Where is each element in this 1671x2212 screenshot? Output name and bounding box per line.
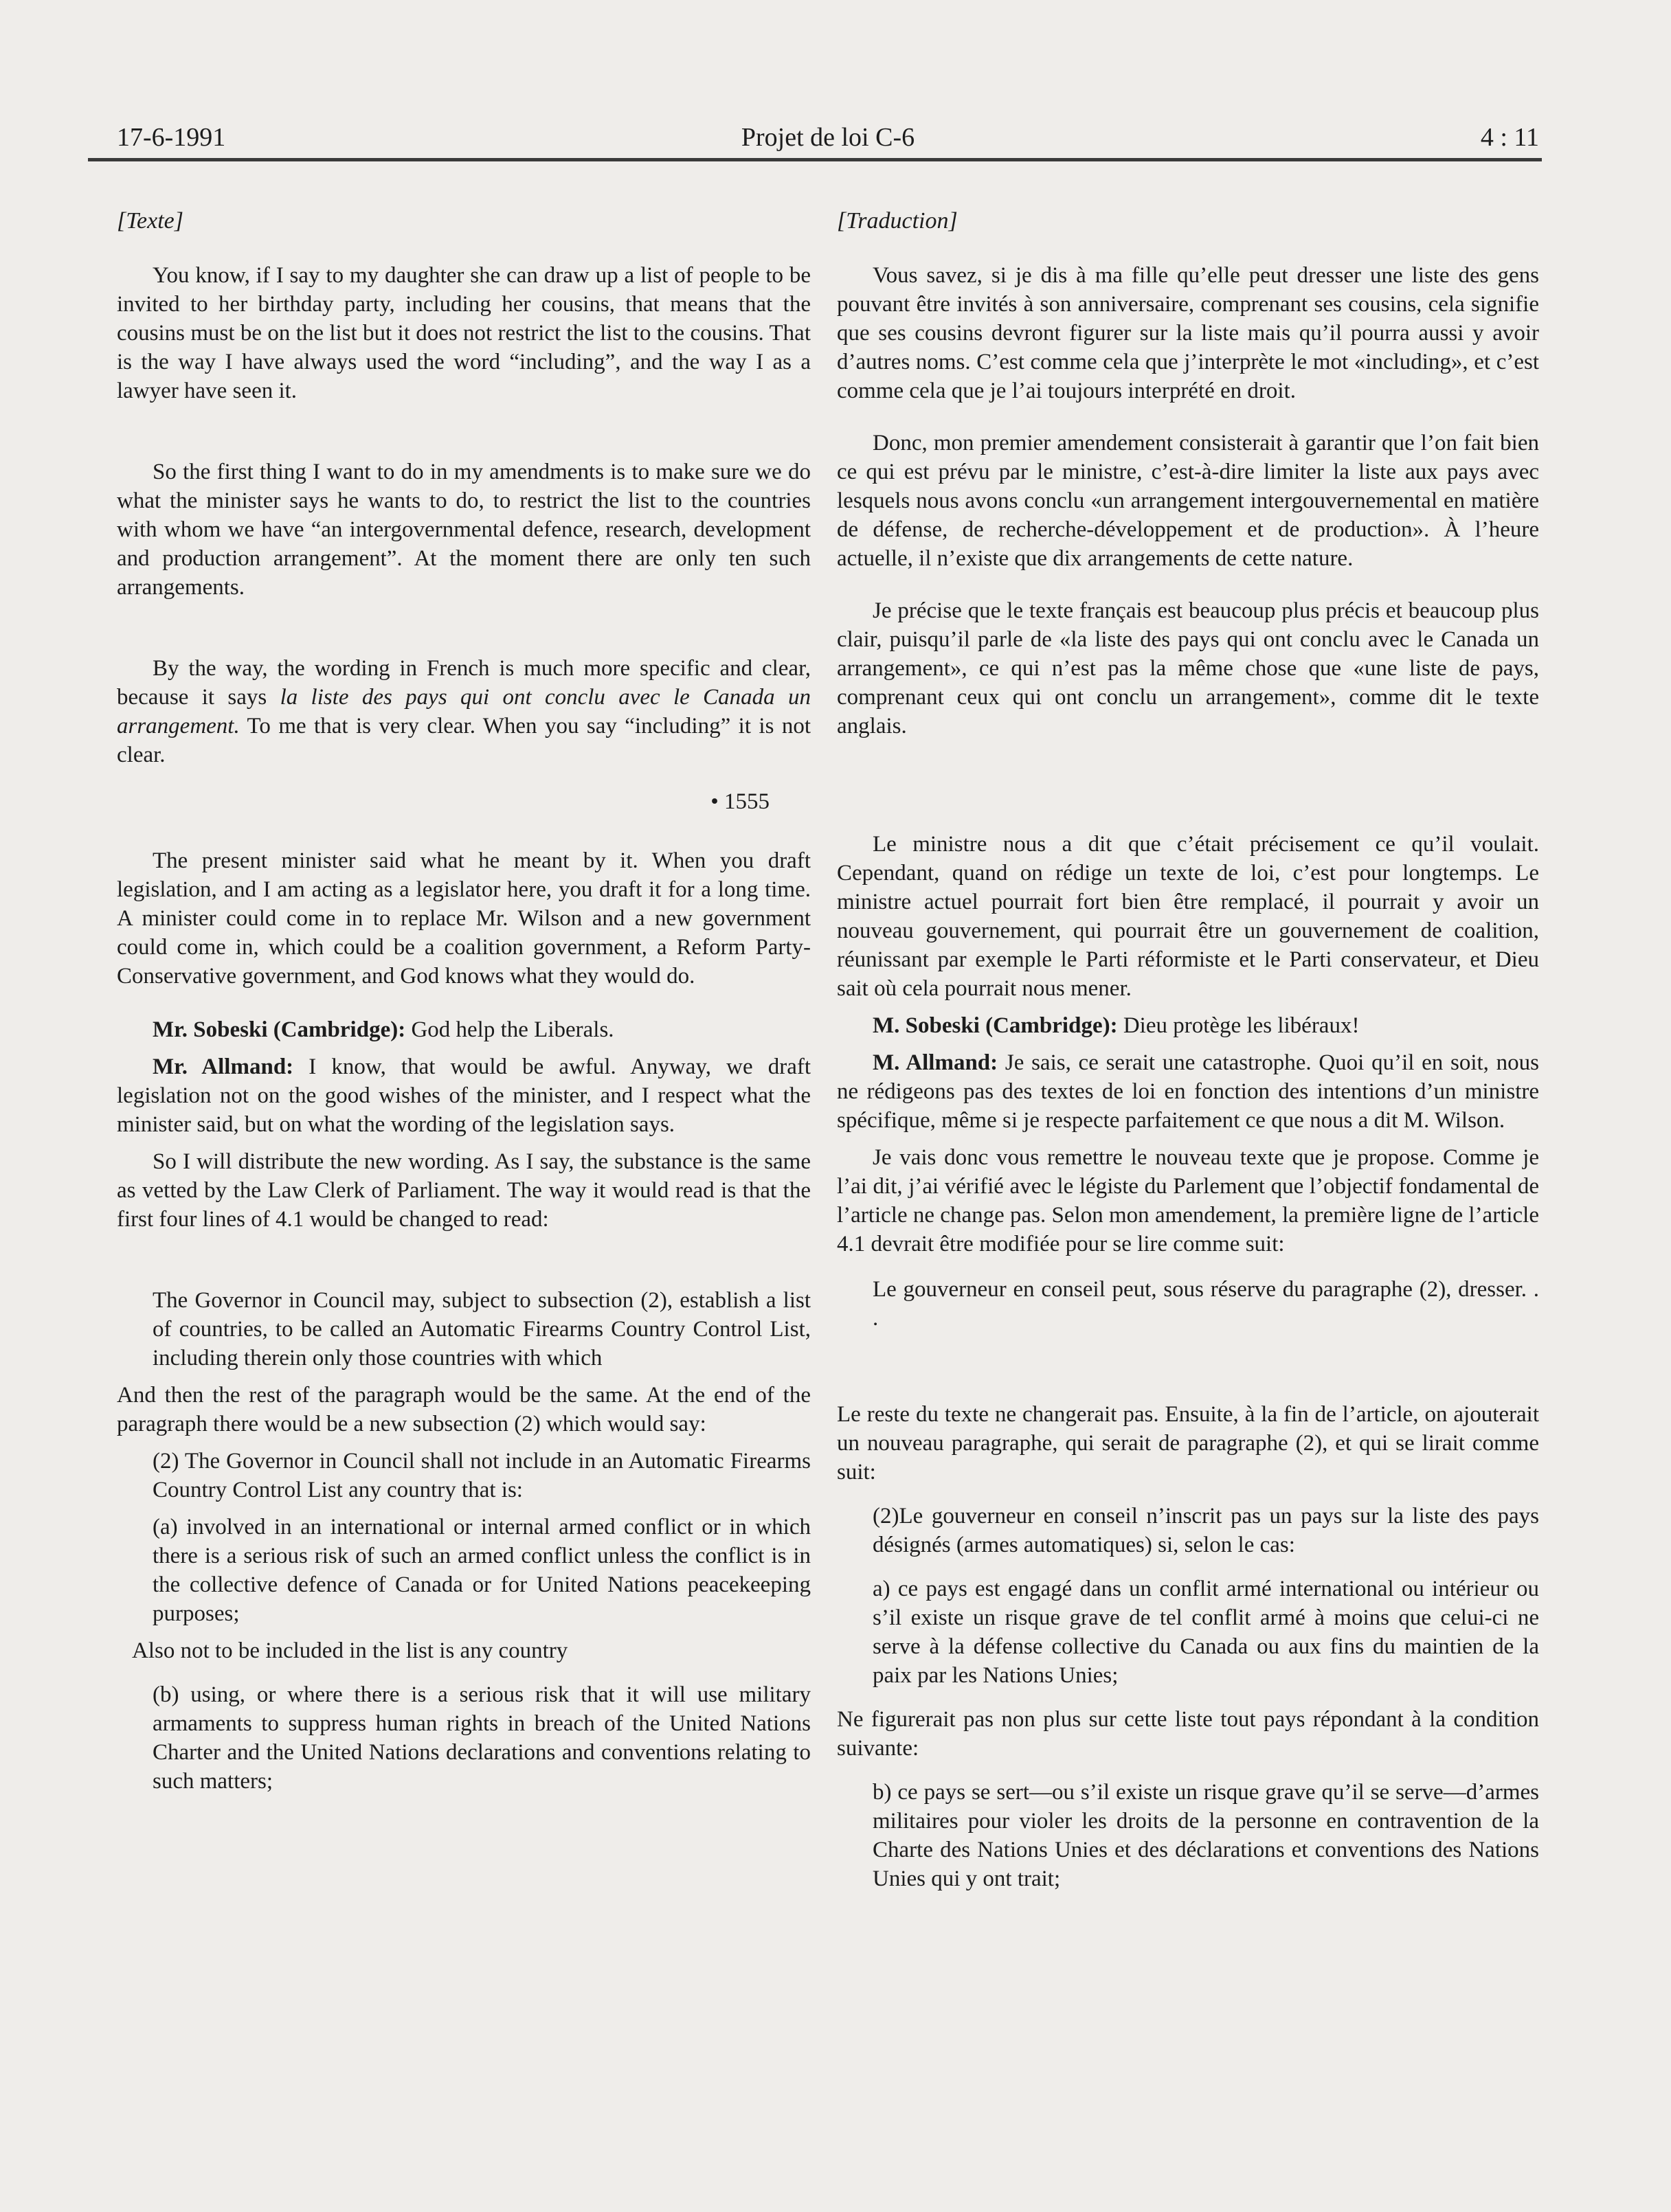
speech-text: Je sais, ce serait une catastrophe. Quoi qu’il en soit, nous ne rédigeons pas des textes de loi en fonction des intentions d’un ministre spécifique, même si je respecte parfaitement ce que nous a dit M. Wilson. (837, 1050, 1539, 1133)
speaker-name: M. Sobeski (Cambridge): (873, 1013, 1118, 1038)
french-paragraph: Le ministre nous a dit que c’était précisement ce qu’il voulait. Cependant, quand on rédige un texte de loi, c’est pour longtemps. Le ministre actuel pourrait fort bien être remplacé, il pourrait y avoir un nouveau gouvernement, qui pourrait être un gouvernement de coalition, réunissant par exemple le Parti réformiste et le Parti conservateur, et Dieu sait où cela pourrait nous mener. (837, 832, 1539, 1001)
label-text: Texte (126, 208, 175, 234)
french-column-label (837, 206, 1539, 236)
french-amendment-item: b) ce pays se sert—ou s’il existe un risque grave qu’il se serve—d’armes militaires pour violer les droits de la personne en contravention de la Charte des Nations Unies et des déclarations et conventions des Nations Unies qui y ont trait; (873, 1780, 1539, 1891)
label-bracket-open: [ (117, 208, 126, 234)
french-speech (837, 1011, 1539, 1040)
french-paragraph: Donc, mon premier amendement consisterait à garantir que l’on fait bien ce qui est prévu par le ministre, c’est-à-dire limiter la liste aux pays avec lesquels nous avons conclu «un arrangement intergouvernemental en matière de défense, de recherche-développement et de production». À l’heure actuelle, il n’existe que dix arrangements de cette nature. (837, 431, 1539, 571)
speech-text: I know, that would be awful. Anyway, we draft legislation not on the good wishes of the minister, and I respect what the minister said, but on what the wording of the legislation says. (117, 1054, 811, 1137)
french-paragraph: Le reste du texte ne changerait pas. Ensuite, à la fin de l’article, on ajouterait un nouveau paragraphe, qui serait de paragraphe (2), et qui se lirait comme suit: (837, 1402, 1539, 1485)
english-amendment-item: (b) using, or where there is a serious risk that it will use military armaments to suppress human rights in breach of the United Nations Charter and the United Nations declarations and conventions relating to such matters; (153, 1682, 811, 1794)
header-page-number: 4 : 11 (1480, 123, 1539, 152)
header-date: 17-6-1991 (117, 123, 226, 152)
english-paragraph (117, 654, 811, 769)
label-bracket-close: ] (174, 208, 183, 234)
french-speech (837, 1048, 1539, 1135)
english-speech (117, 1015, 811, 1044)
english-paragraph: So the first thing I want to do in my amendments is to make sure we do what the minister says he wants to do, to restrict the list to the countries with whom we have “an intergovernmental defence, research, development and production arrangement”. At the moment there are only ten such arrangements. (117, 460, 811, 600)
french-column (837, 206, 1539, 1893)
page-header (117, 122, 1539, 153)
label-text: Traduction (846, 208, 949, 234)
english-paragraph: And then the rest of the paragraph would be the same. At the end of the paragraph there would be a new subsection (2) which would say: (117, 1383, 811, 1436)
english-text-run: To me that is very clear. When you say “including” it is not clear. (117, 714, 811, 767)
french-amendment-item: a) ce pays est engagé dans un conflit armé international ou intérieur ou s’il existe un risque grave de tel conflit armé à moins que celui-ci ne serve à la défense collective du Canada ou aux fins du maintien de la paix par les Nations Unies; (873, 1577, 1539, 1688)
english-column (117, 206, 811, 1796)
french-amendment-text: (2)Le gouverneur en conseil n’inscrit pas un pays sur la liste des pays désignés (armes automatiques) si, selon le cas: (873, 1504, 1539, 1557)
english-amendment-item: (a) involved in an international or internal armed conflict or in which there is a serious risk of such an armed conflict unless the conflict is in the collective defence of Canada or for United Nations peacekeeping purposes; (153, 1515, 811, 1626)
english-paragraph: So I will distribute the new wording. As I say, the substance is the same as vetted by the Law Clerk of Parliament. The way it would read is that the first four lines of 4.1 would be changed to read: (117, 1149, 811, 1232)
label-bracket-close: ] (948, 208, 958, 234)
french-paragraph: Je précise que le texte français est beaucoup plus précis et beaucoup plus clair, puisqu’il parle de «la liste des pays qui ont conclu avec le Canada un arrangement», ce qui n’est pas la même chose que «une liste de pays, comprenant ceux qui ont conclu un arrangement», comme dit le texte anglais. (837, 598, 1539, 738)
english-amendment-text: The Governor in Council may, subject to subsection (2), establish a list of countries, to be called an Automatic Firearms Country Control List, including therein only those countries with which (153, 1288, 811, 1370)
speaker-name: M. Allmand: (873, 1050, 998, 1075)
speech-text: Dieu protège les libéraux! (1117, 1013, 1360, 1038)
time-marker: • 1555 (710, 789, 770, 814)
french-paragraph: Vous savez, si je dis à ma fille qu’elle peut dresser une liste des gens pouvant être invités à son anniversaire, comprenant ses cousins, cela signifie que ses cousins devront figurer sur la liste mais qu’il pourra aussi y avoir d’autres noms. C’est comme cela que j’interprète le mot «including», et c’est comme cela que je l’ai toujours interprété en droit. (837, 263, 1539, 403)
french-paragraph: Ne figurerait pas non plus sur cette liste tout pays répondant à la condition suivante: (837, 1707, 1539, 1761)
header-title: Projet de loi C-6 (741, 123, 915, 152)
speaker-name: Mr. Allmand: (153, 1054, 294, 1079)
label-bracket-open: [ (837, 208, 846, 234)
speaker-name: Mr. Sobeski (Cambridge): (153, 1017, 406, 1042)
english-speech (117, 1052, 811, 1139)
french-amendment-text: Le gouverneur en conseil peut, sous réserve du paragraphe (2), dresser. . . (873, 1277, 1539, 1331)
english-paragraph: You know, if I say to my daughter she can draw up a list of people to be invited to her birthday party, including her cousins, that means that the cousins must be on the list but it does not restrict the list to the cousins. That is the way I have always used the word “including”, and the way I as a lawyer have seen it. (117, 263, 811, 403)
english-text-run: By the way, the wording in French is much more specific and clear, because it says (117, 656, 811, 710)
english-amendment-text: (2) The Governor in Council shall not include in an Automatic Firearms Country Control List any country that is: (153, 1449, 811, 1502)
french-paragraph: Je vais donc vous remettre le nouveau texte que je propose. Comme je l’ai dit, j’ai vérifié avec le légiste du Parlement que l’objectif fondamental de l’article ne change pas. Selon mon amendement, la première ligne de l’article 4.1 devrait être modifiée pour se lire comme suit: (837, 1145, 1539, 1256)
english-column-label (117, 206, 811, 236)
english-paragraph: The present minister said what he meant by it. When you draft legislation, and I am acting as a legislator here, you draft it for a long time. A minister could come in to replace Mr. Wilson and a new government could come in, which could be a coalition government, a Reform Party-Conservative government, and God knows what they would do. (117, 848, 811, 989)
speech-text: God help the Liberals. (405, 1017, 614, 1042)
english-italic-quote: la liste des pays qui ont conclu avec le Canada un arrangement. (117, 685, 811, 738)
english-paragraph: Also not to be included in the list is any country (132, 1638, 568, 1663)
header-rule (88, 158, 1542, 161)
